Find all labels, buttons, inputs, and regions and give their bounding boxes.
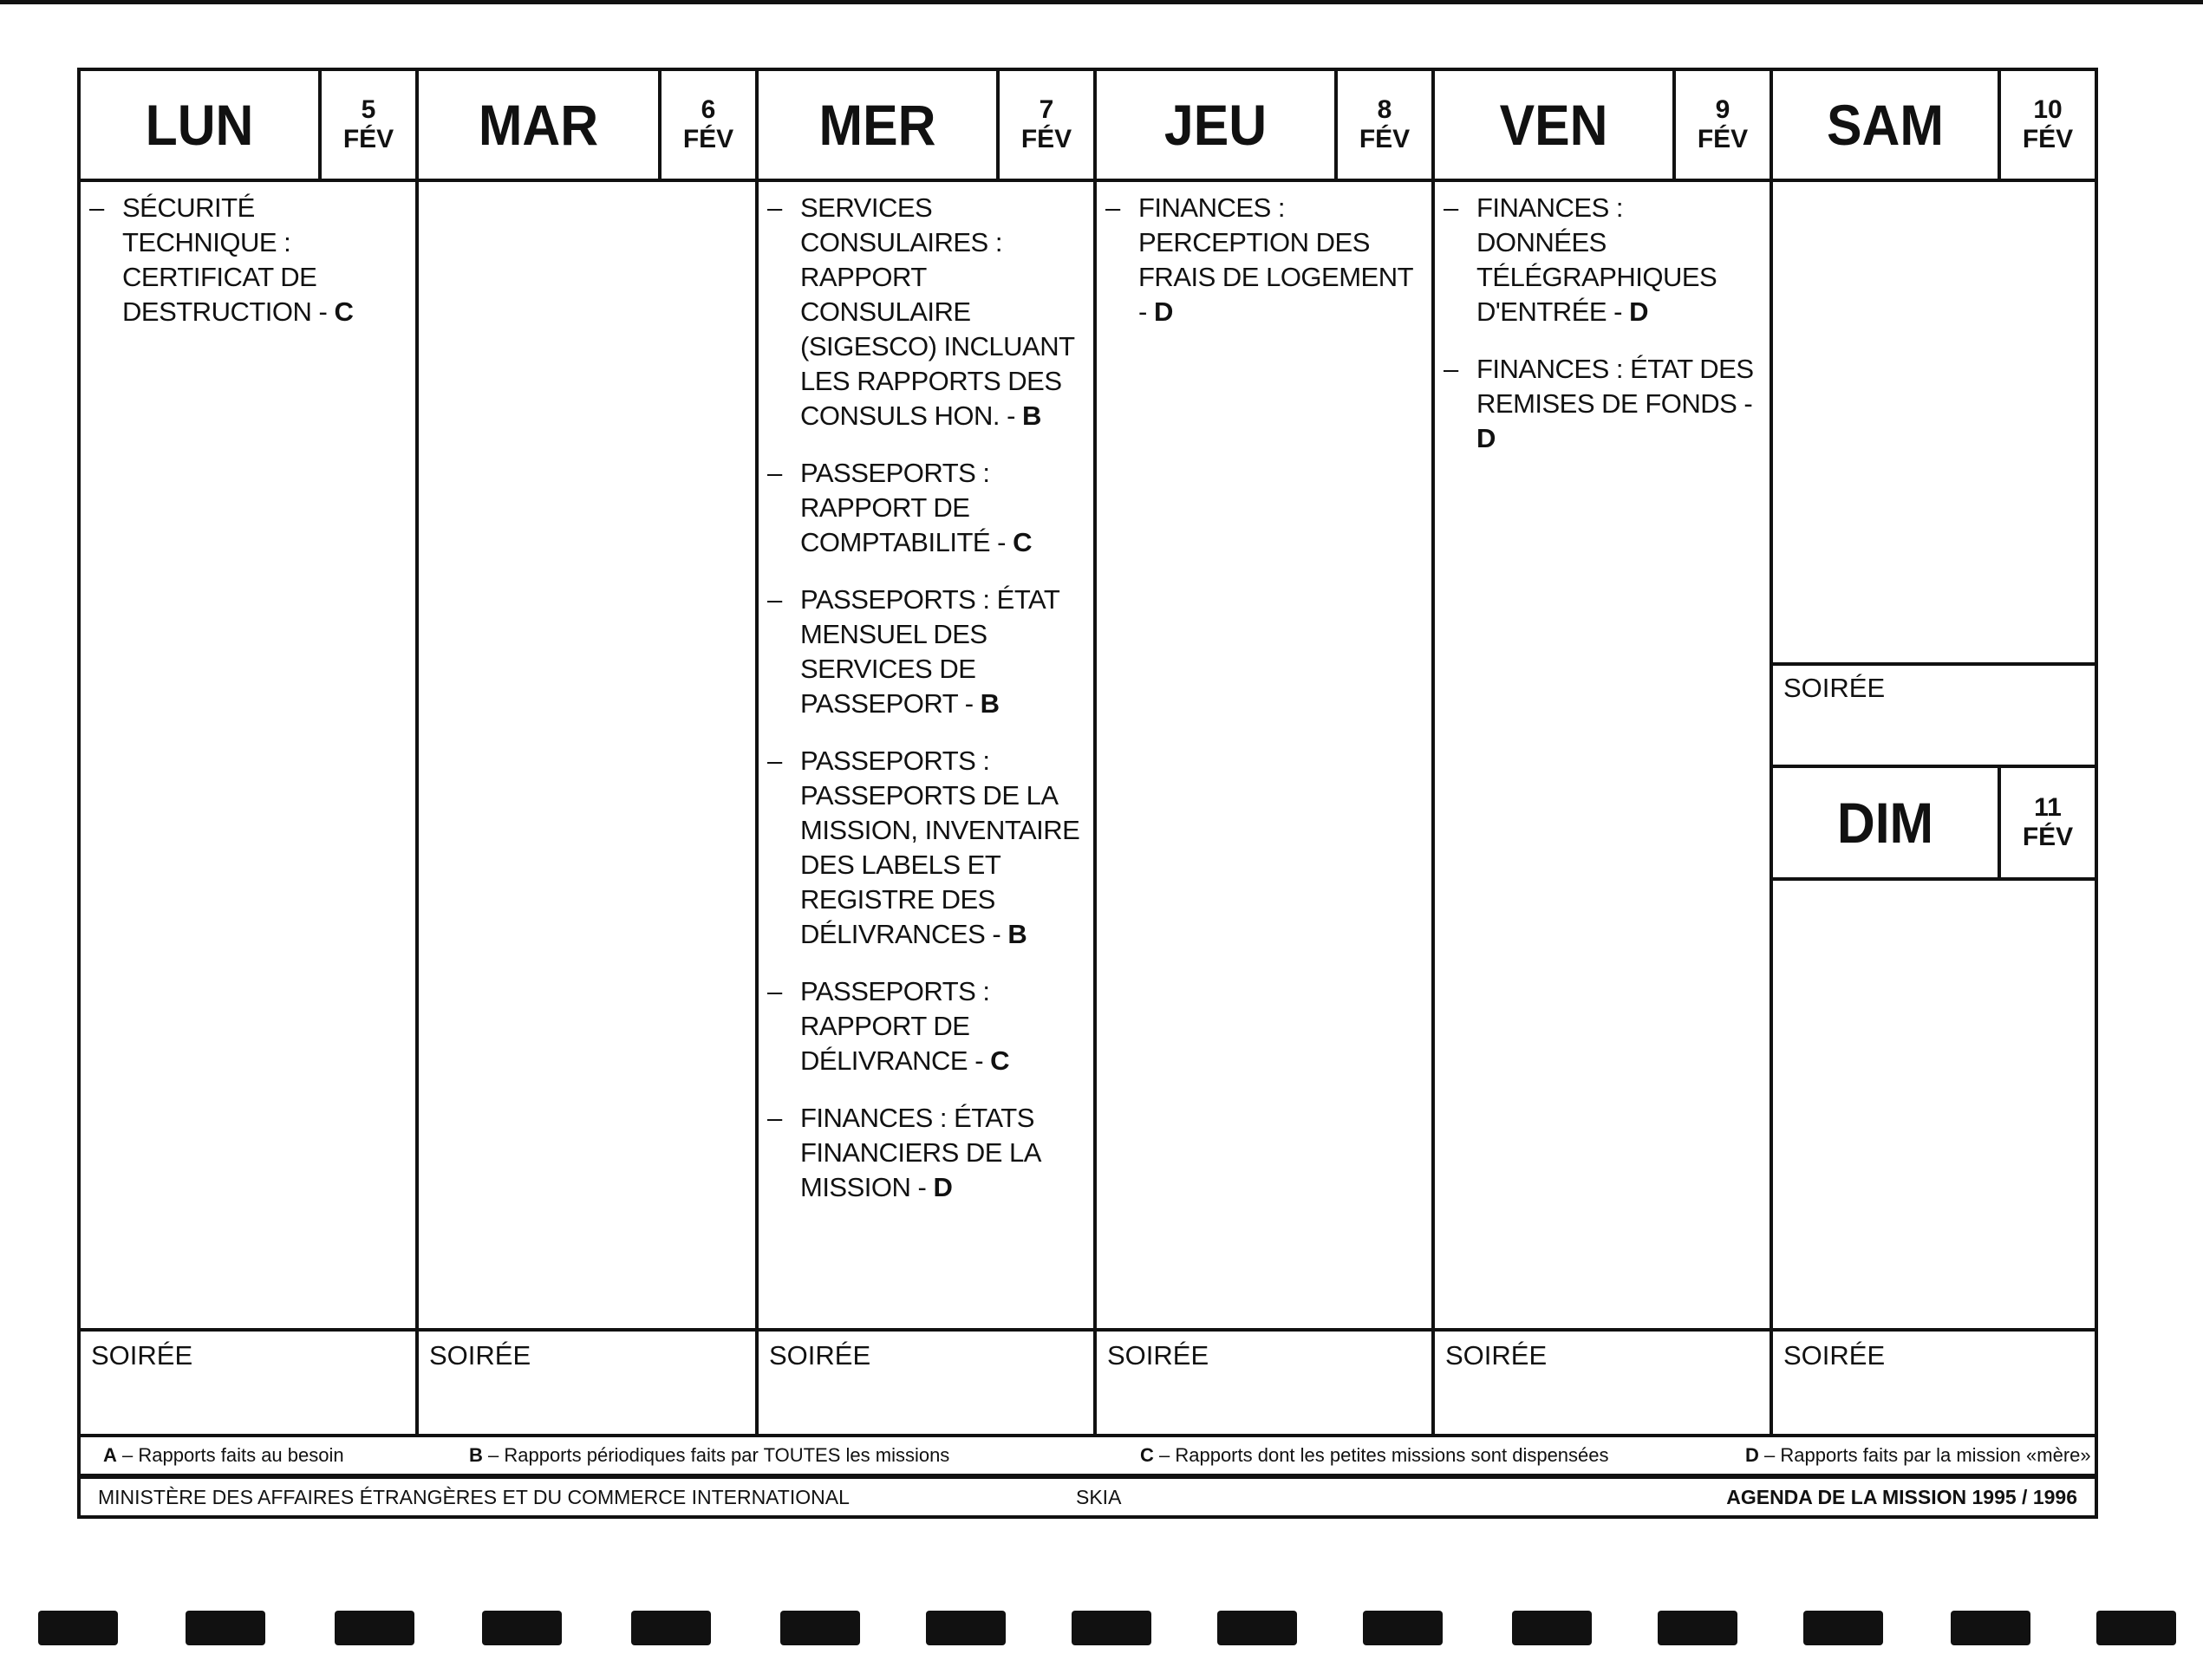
evening-label: SOIRÉE xyxy=(1783,673,1886,703)
evening-box xyxy=(1435,1328,1770,1434)
task-item xyxy=(1444,191,1757,329)
day-tasks xyxy=(419,182,755,1328)
ministry-name: MINISTÈRE DES AFFAIRES ÉTRANGÈRES ET DU COMMERCE INTERNATIONAL xyxy=(98,1486,850,1508)
form-code: SKIA xyxy=(1076,1486,1122,1508)
legend-bar xyxy=(77,1437,2098,1477)
perforation-hole xyxy=(1951,1611,2030,1645)
day-name: MAR xyxy=(478,93,599,157)
perforation-hole xyxy=(1658,1611,1737,1645)
perforation-hole xyxy=(2096,1611,2176,1645)
task-item xyxy=(767,456,1081,560)
perforation-strip xyxy=(0,1611,2203,1647)
dash-marker: – xyxy=(1444,354,1458,384)
sunday-header xyxy=(1773,768,2095,881)
legend-d: D – Rapports faits par la mission «mère» xyxy=(1745,1444,2091,1466)
sunday-evening-box xyxy=(1773,1328,2095,1434)
perforation-hole xyxy=(482,1611,562,1645)
perforation-hole xyxy=(1803,1611,1883,1645)
task-code: C xyxy=(334,296,354,327)
task-text: SERVICES CONSULAIRES : RAPPORT CONSULAIRE (SIGESCO) INCLUANT LES RAPPORTS DES CONSULS HON. - xyxy=(800,192,1074,431)
day-number: 6 xyxy=(701,95,716,124)
day-tasks xyxy=(1097,182,1431,1328)
task-code: C xyxy=(990,1045,1010,1076)
day-name: SAM xyxy=(1827,93,1944,157)
dash-marker: – xyxy=(89,192,104,223)
day-column-wed xyxy=(759,71,1097,1434)
perforation-hole xyxy=(335,1611,414,1645)
day-month: FÉV xyxy=(1020,125,1072,153)
day-date xyxy=(658,71,755,179)
day-date xyxy=(1672,71,1770,179)
day-date xyxy=(1998,71,2095,179)
perforation-hole xyxy=(926,1611,1006,1645)
perforation-hole xyxy=(38,1611,118,1645)
day-column-tue xyxy=(419,71,759,1434)
perforation-hole xyxy=(780,1611,860,1645)
dash-marker: – xyxy=(1444,192,1458,223)
day-column-thu xyxy=(1097,71,1435,1434)
task-text: FINANCES : ÉTATS FINANCIERS DE LA MISSION - xyxy=(800,1103,1040,1202)
task-code: D xyxy=(1629,296,1648,327)
legend-b: B – Rapports périodiques faits par TOUTES les missions xyxy=(469,1444,950,1466)
task-text: SÉCURITÉ TECHNIQUE : CERTIFICAT DE DESTRUCTION - xyxy=(122,192,335,327)
saturday-header xyxy=(1773,71,2095,182)
day-month: FÉV xyxy=(2022,125,2074,153)
evening-box xyxy=(81,1328,415,1434)
task-code: B xyxy=(1007,919,1027,949)
day-month: FÉV xyxy=(1697,125,1749,153)
perforation-hole xyxy=(1217,1611,1297,1645)
day-tasks xyxy=(759,182,1093,1328)
evening-label: SOIRÉE xyxy=(1783,1340,1886,1371)
day-number: 8 xyxy=(1377,95,1392,124)
task-item xyxy=(1444,352,1757,456)
day-number: 11 xyxy=(2034,793,2062,822)
task-item xyxy=(767,1101,1081,1205)
task-code: D xyxy=(933,1172,953,1202)
task-text: FINANCES : PERCEPTION DES FRAIS DE LOGEMENT - xyxy=(1138,192,1413,327)
day-header xyxy=(1097,71,1431,182)
perforation-hole xyxy=(631,1611,711,1645)
task-code: C xyxy=(1013,527,1033,557)
task-code: D xyxy=(1476,423,1496,453)
task-code: B xyxy=(980,688,1000,719)
dash-marker: – xyxy=(1105,192,1120,223)
task-item xyxy=(767,191,1081,433)
day-header xyxy=(1435,71,1770,182)
day-date xyxy=(1998,768,2095,877)
day-column-weekend xyxy=(1773,71,2095,1434)
evening-box xyxy=(419,1328,755,1434)
day-name: DIM xyxy=(1836,791,1934,855)
day-date xyxy=(996,71,1093,179)
day-header xyxy=(759,71,1093,182)
evening-box xyxy=(1097,1328,1431,1434)
task-item xyxy=(1105,191,1419,329)
day-name: JEU xyxy=(1163,93,1268,157)
day-name: MER xyxy=(818,93,936,157)
day-column-fri xyxy=(1435,71,1773,1434)
legend-c: C – Rapports dont les petites missions sont dispensées xyxy=(1140,1444,1609,1466)
day-header xyxy=(81,71,415,182)
day-month: FÉV xyxy=(682,125,734,153)
dash-marker: – xyxy=(767,584,782,615)
day-number: 10 xyxy=(2033,95,2063,124)
day-number: 7 xyxy=(1039,95,1054,124)
day-number: 9 xyxy=(1715,95,1730,124)
day-name: LUN xyxy=(145,93,254,157)
perforation-hole xyxy=(186,1611,265,1645)
task-code: D xyxy=(1153,296,1173,327)
footer-bar xyxy=(77,1477,2098,1519)
day-tasks xyxy=(81,182,415,1328)
task-text: PASSEPORTS : ÉTAT MENSUEL DES SERVICES DE PASSEPORT - xyxy=(800,584,1059,719)
dash-marker: – xyxy=(767,192,782,223)
evening-label: SOIRÉE xyxy=(429,1340,531,1371)
task-text: PASSEPORTS : RAPPORT DE DÉLIVRANCE - xyxy=(800,976,991,1076)
evening-label: SOIRÉE xyxy=(1445,1340,1548,1371)
day-name: VEN xyxy=(1499,93,1608,157)
evening-label: SOIRÉE xyxy=(91,1340,193,1371)
day-date xyxy=(318,71,415,179)
perforation-hole xyxy=(1363,1611,1443,1645)
evening-label: SOIRÉE xyxy=(1107,1340,1209,1371)
task-code: B xyxy=(1022,400,1041,431)
task-text: FINANCES : ÉTAT DES REMISES DE FONDS - xyxy=(1476,354,1754,419)
day-header xyxy=(419,71,755,182)
evening-box xyxy=(759,1328,1093,1434)
task-text: PASSEPORTS : PASSEPORTS DE LA MISSION, INVENTAIRE DES LABELS ET REGISTRE DES DÉLIVRANCES - xyxy=(800,746,1080,949)
perforation-hole xyxy=(1512,1611,1592,1645)
perforation-hole xyxy=(1072,1611,1151,1645)
dash-marker: – xyxy=(767,1103,782,1133)
task-text: PASSEPORTS : RAPPORT DE COMPTABILITÉ - xyxy=(800,458,1014,557)
saturday-evening-box xyxy=(1773,662,2095,768)
legend-a: A – Rapports faits au besoin xyxy=(103,1444,344,1466)
task-item xyxy=(767,583,1081,721)
day-month: FÉV xyxy=(1359,125,1411,153)
top-edge-line xyxy=(0,0,2203,4)
evening-label: SOIRÉE xyxy=(769,1340,871,1371)
task-text: FINANCES : DONNÉES TÉLÉGRAPHIQUES D'ENTRÉE - xyxy=(1476,192,1717,327)
day-column-mon xyxy=(81,71,419,1434)
dash-marker: – xyxy=(767,746,782,776)
agenda-title: AGENDA DE LA MISSION 1995 / 1996 xyxy=(1726,1486,2077,1508)
day-tasks xyxy=(1435,182,1770,1328)
day-number: 5 xyxy=(361,95,376,124)
day-month: FÉV xyxy=(2022,823,2074,851)
dash-marker: – xyxy=(767,458,782,488)
task-item xyxy=(767,744,1081,952)
task-item xyxy=(767,974,1081,1078)
task-item xyxy=(89,191,403,329)
dash-marker: – xyxy=(767,976,782,1006)
day-month: FÉV xyxy=(342,125,394,153)
agenda-page xyxy=(77,68,2098,1524)
day-date xyxy=(1334,71,1431,179)
week-grid xyxy=(77,68,2098,1437)
